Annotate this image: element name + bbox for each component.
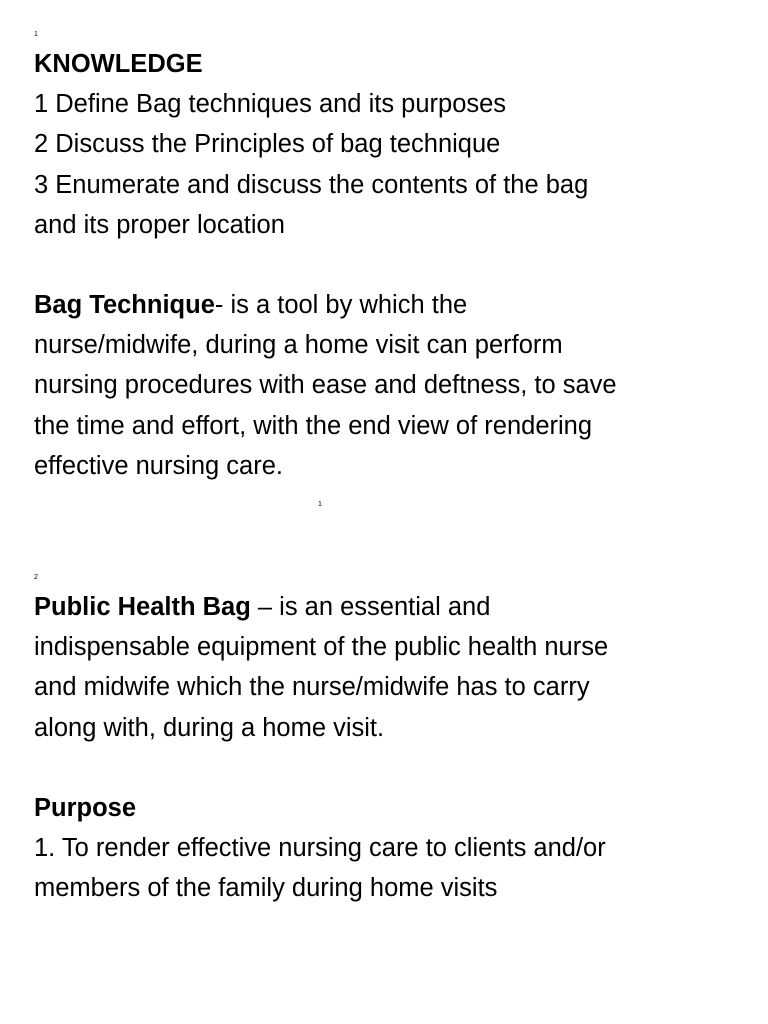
bag-technique-text: - is a tool by which the xyxy=(214,291,468,319)
public-health-bag-text: – is an essential and xyxy=(250,593,491,621)
knowledge-item: 3 Enumerate and discuss the contents of the bag xyxy=(34,170,589,199)
knowledge-heading: KNOWLEDGE xyxy=(34,50,203,78)
page-marker-middle: 1 xyxy=(318,501,322,508)
bag-technique-definition xyxy=(34,285,734,486)
purpose-section xyxy=(34,788,734,909)
knowledge-item: 1 Define Bag techniques and its purposes xyxy=(34,90,507,119)
purpose-heading: Purpose xyxy=(34,794,137,822)
knowledge-section xyxy=(34,44,734,245)
purpose-item: members of the family during home visits xyxy=(34,874,498,903)
public-health-bag-text: indispensable equipment of the public health nurse xyxy=(34,633,609,662)
bag-technique-first-line xyxy=(34,285,734,325)
purpose-item: 1. To render effective nursing care to clients and/or xyxy=(34,834,606,863)
public-health-bag-text: and midwife which the nurse/midwife has to carry xyxy=(34,673,590,702)
public-health-bag-text: along with, during a home visit. xyxy=(34,713,385,742)
knowledge-item: 2 Discuss the Principles of bag technique xyxy=(34,130,501,159)
knowledge-item: and its proper location xyxy=(34,210,285,239)
bag-technique-text: nurse/midwife, during a home visit can perform xyxy=(34,331,563,360)
bag-technique-term: Bag Technique xyxy=(34,291,215,319)
bag-technique-text: the time and effort, with the end view of rendering xyxy=(34,411,593,440)
public-health-bag-term: Public Health Bag xyxy=(34,593,251,621)
public-health-bag-definition xyxy=(34,587,734,748)
public-health-bag-first-line xyxy=(34,587,734,627)
page-marker-top: 1 xyxy=(34,31,38,38)
page-marker-lower: 2 xyxy=(34,574,38,581)
bag-technique-text: effective nursing care. xyxy=(34,451,283,480)
bag-technique-text: nursing procedures with ease and deftness, to save xyxy=(34,371,617,400)
